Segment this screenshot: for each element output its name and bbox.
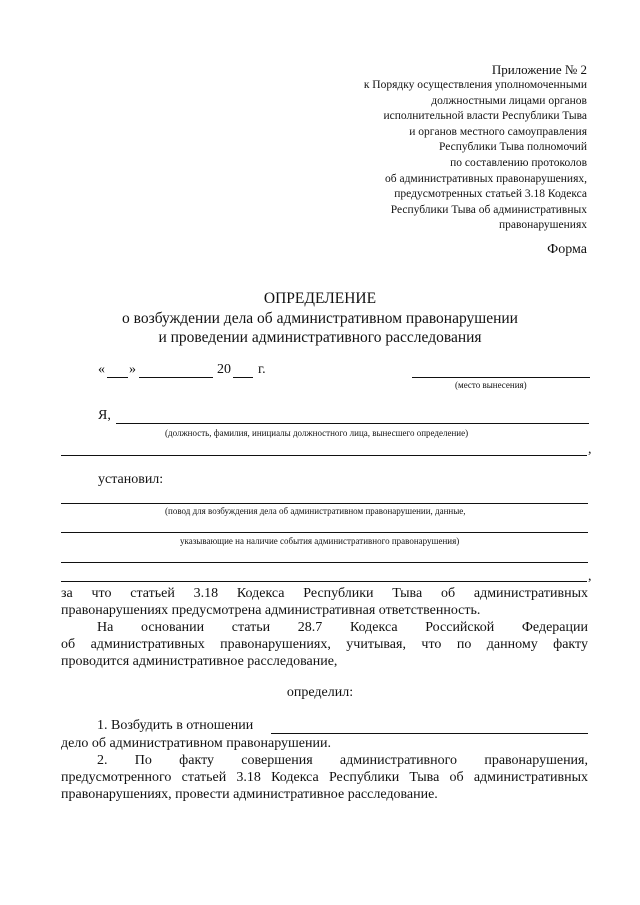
- established-caption-2: указывающие на наличие события административного правонарушения): [180, 536, 460, 546]
- day-blank: [107, 377, 128, 378]
- established-blank-2: [61, 532, 588, 533]
- document-subtitle-line1: о возбуждении дела об административном правонарушении: [122, 310, 518, 327]
- paragraph-line: На основании статьи 28.7 Кодекса Российской Федерации: [97, 620, 588, 635]
- year-suffix: г.: [258, 362, 266, 377]
- appendix-line: предусмотренных статьей 3.18 Кодекса: [394, 188, 587, 201]
- appendix-line: Приложение № 2: [491, 62, 587, 77]
- established-comma: ,: [588, 569, 592, 584]
- date-open-quote: «: [98, 362, 105, 377]
- document-title: ОПРЕДЕЛЕНИЕ: [263, 290, 377, 307]
- document-subtitle-line2: и проведении административного расследования: [158, 329, 482, 346]
- paragraph-line: предусмотренного статьей 3.18 Кодекса Республики Тыва об административных: [61, 770, 588, 785]
- paragraph-line: правонарушениях предусмотрена административная ответственность.: [61, 603, 481, 618]
- place-blank: [412, 377, 590, 378]
- appendix-line: по составлению протоколов: [450, 156, 587, 169]
- established-label: установил:: [98, 472, 164, 487]
- item1-prefix: 1. Возбудить в отношении: [97, 718, 254, 733]
- month-blank: [139, 377, 213, 378]
- official-comma: ,: [588, 442, 592, 457]
- appendix-line: Республики Тыва полномочий: [438, 141, 587, 154]
- established-blank-1: [61, 503, 588, 504]
- established-blank-4: [61, 581, 587, 582]
- paragraph-line: 2. По факту совершения административного правонарушения,: [97, 753, 588, 768]
- decided-label: определил:: [286, 685, 354, 700]
- form-label: Форма: [547, 242, 587, 257]
- official-pronoun: Я,: [98, 408, 111, 423]
- appendix-line: правонарушениях: [498, 219, 587, 232]
- appendix-line: Республики Тыва об административных: [390, 203, 587, 216]
- paragraph-line: за что статьей 3.18 Кодекса Республики Тыва об административных: [61, 586, 588, 601]
- established-blank-3: [61, 562, 588, 563]
- year-blank: [233, 377, 253, 378]
- item1-blank: [271, 733, 588, 734]
- appendix-line: исполнительной власти Республики Тыва: [383, 110, 587, 123]
- appendix-line: должностными лицами органов: [431, 94, 587, 107]
- official-caption: (должность, фамилия, инициалы должностного лица, вынесшего определение): [165, 428, 469, 438]
- date-close-quote: »: [129, 362, 136, 377]
- appendix-line: об административных правонарушениях,: [384, 172, 587, 185]
- appendix-block: [364, 62, 587, 234]
- appendix-line: и органов местного самоуправления: [409, 125, 587, 138]
- paragraph-line: проводится административное расследование,: [61, 654, 338, 669]
- appendix-line: к Порядку осуществления уполномоченными: [363, 79, 587, 91]
- paragraph-line: дело об административном правонарушении.: [61, 736, 331, 751]
- paragraph-line: об административных правонарушениях, учитывая, что по данному факту: [61, 637, 588, 652]
- place-caption: (место вынесения): [455, 380, 527, 390]
- official-blank-2: [61, 455, 587, 456]
- official-blank: [116, 423, 589, 424]
- year-prefix: 20: [217, 362, 231, 377]
- paragraph-line: правонарушениях, провести административное расследование.: [61, 787, 438, 802]
- established-caption-1: (повод для возбуждения дела об административном правонарушении, данные,: [165, 506, 466, 516]
